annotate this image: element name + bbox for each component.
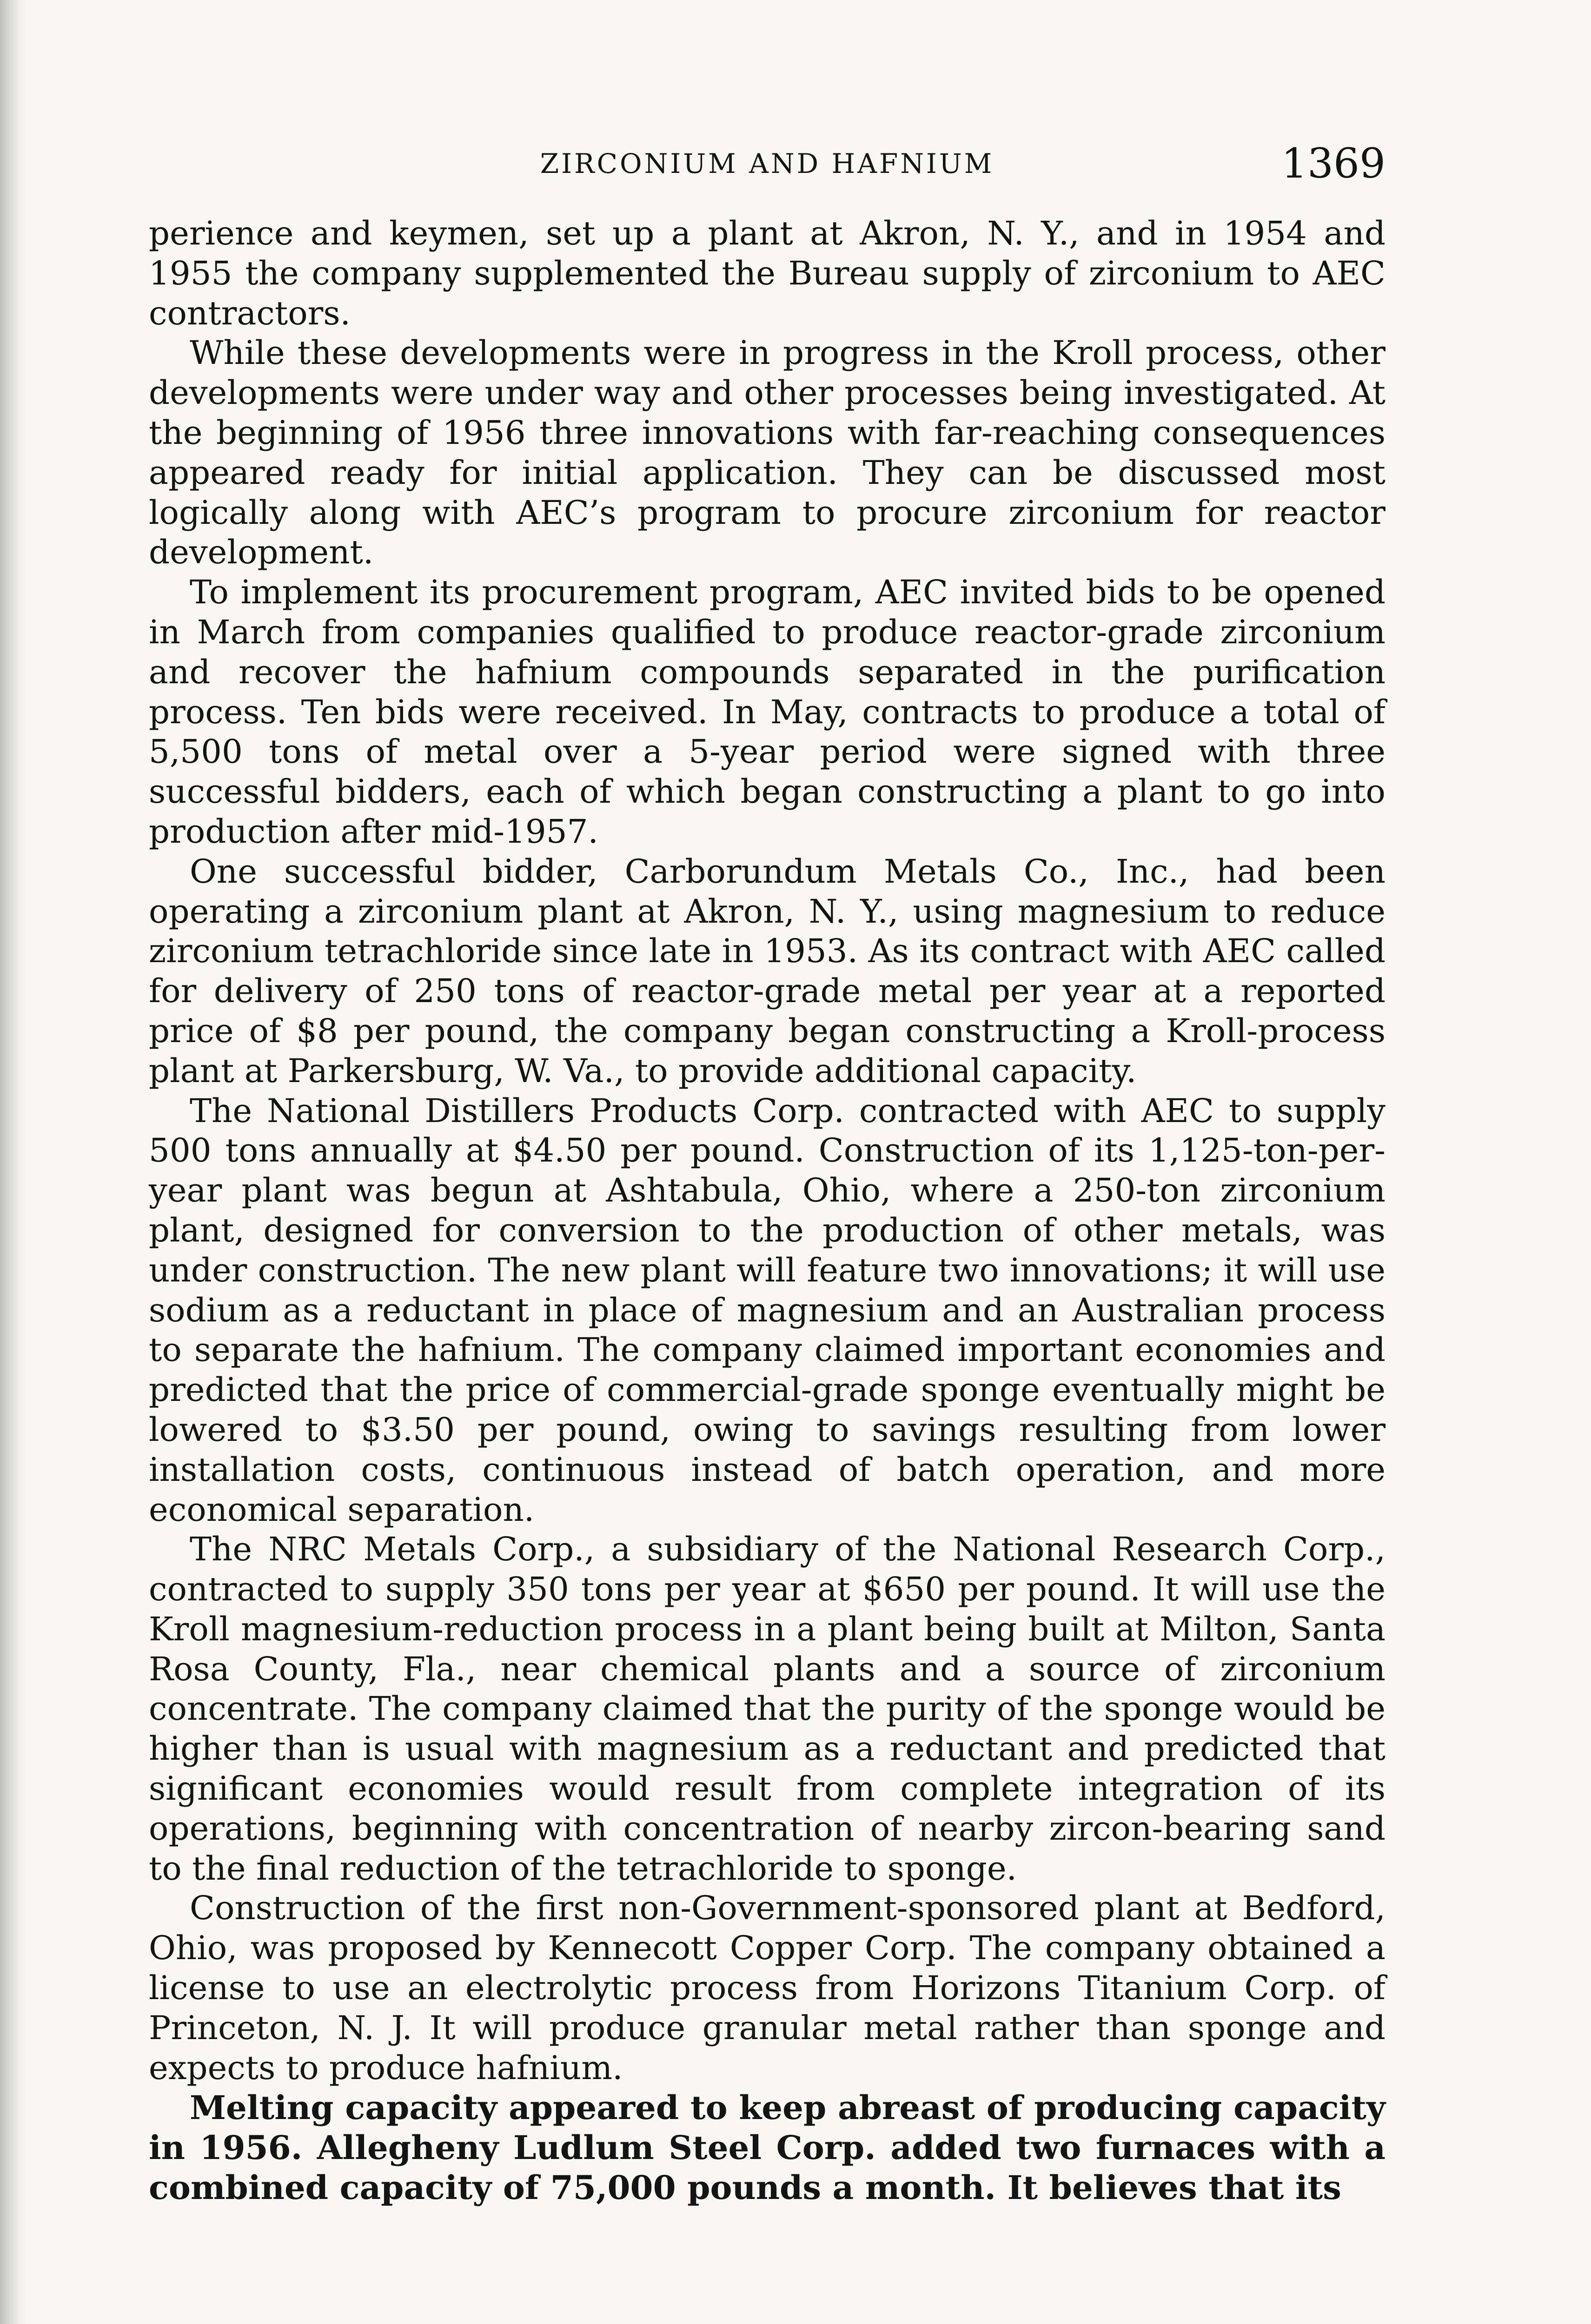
paragraph-6: The NRC Metals Corp., a subsidiary of the National Research Corp., contracted to supply 350 tons per year at $650 per pound. It will use the Kroll magnesium-reduction process in a plant being built at Milton, Santa Rosa County, Fla., near chemical plants and a source of zirconium concentrate. The company claimed that the purity of the sponge would be higher than is usual with magnesium as a reductant and predicted that significant economies would result from complete integration of its operations, beginning with concentration of nearby zircon-bearing sand to the final reduction of the tetrachloride to sponge. <box>149 1530 1385 1888</box>
paragraph-4: One successful bidder, Carborundum Metals Co., Inc., had been operating a zirconium plant at Akron, N. Y., using magnesium to reduce zirconium tetrachloride since late in 1953. As its contract with AEC called for delivery of 250 tons of reactor-grade metal per year at a reported price of $8 per pound, the company began constructing a Kroll-process plant at Parkersburg, W. Va., to provide additional capacity. <box>149 852 1385 1090</box>
paragraph-8: Melting capacity appeared to keep abreast of producing capacity in 1956. Allegheny Ludlum Steel Corp. added two furnaces with a combined capacity of 75,000 pounds a month. It believes that its <box>149 2088 1385 2207</box>
paragraph-3: To implement its procurement program, AEC invited bids to be opened in March from companies qualified to produce reactor-grade zirconium and recover the hafnium compounds separated in the purification process. Ten bids were received. In May, contracts to produce a total of 5,500 tons of metal over a 5-year period were signed with three successful bidders, each of which began constructing a plant to go into production after mid-1957. <box>149 573 1385 851</box>
running-head: ZIRCONIUM AND HAFNIUM <box>540 148 994 179</box>
paragraph-7: Construction of the first non-Government-sponsored plant at Bedford, Ohio, was proposed by Kennecott Copper Corp. The company obtained a license to use an electrolytic process from Horizons Titanium Corp. of Princeton, N. J. It will produce granular metal rather than sponge and expects to produce hafnium. <box>149 1889 1385 2087</box>
page-header <box>149 139 1385 195</box>
scan-edge-shadow <box>0 0 28 2324</box>
page-number: 1369 <box>1281 139 1385 187</box>
paragraph-5: The National Distillers Products Corp. contracted with AEC to supply 500 tons annually at $4.50 per pound. Construction of its 1,125-ton-per-year plant was begun at Ashtabula, Ohio, where a 250-ton zirconium plant, designed for conversion to the production of other metals, was under construction. The new plant will feature two innovations; it will use sodium as a reductant in place of magnesium and an Australian process to separate the hafnium. The company claimed important economies and predicted that the price of commercial-grade sponge eventually might be lowered to $3.50 per pound, owing to savings resulting from lower installation costs, continuous instead of batch operation, and more economical separation. <box>149 1091 1385 1529</box>
paragraph-1: perience and keymen, set up a plant at Akron, N. Y., and in 1954 and 1955 the company supplemented the Bureau supply of zirconium to AEC contractors. <box>149 214 1385 332</box>
body-text <box>149 214 1385 2208</box>
paragraph-2: While these developments were in progress in the Kroll process, other developments were under way and other processes being investigated. At the beginning of 1956 three innovations with far-reaching consequences appeared ready for initial application. They can be discussed most logically along with AEC’s program to procure zirconium for reactor development. <box>149 334 1385 572</box>
